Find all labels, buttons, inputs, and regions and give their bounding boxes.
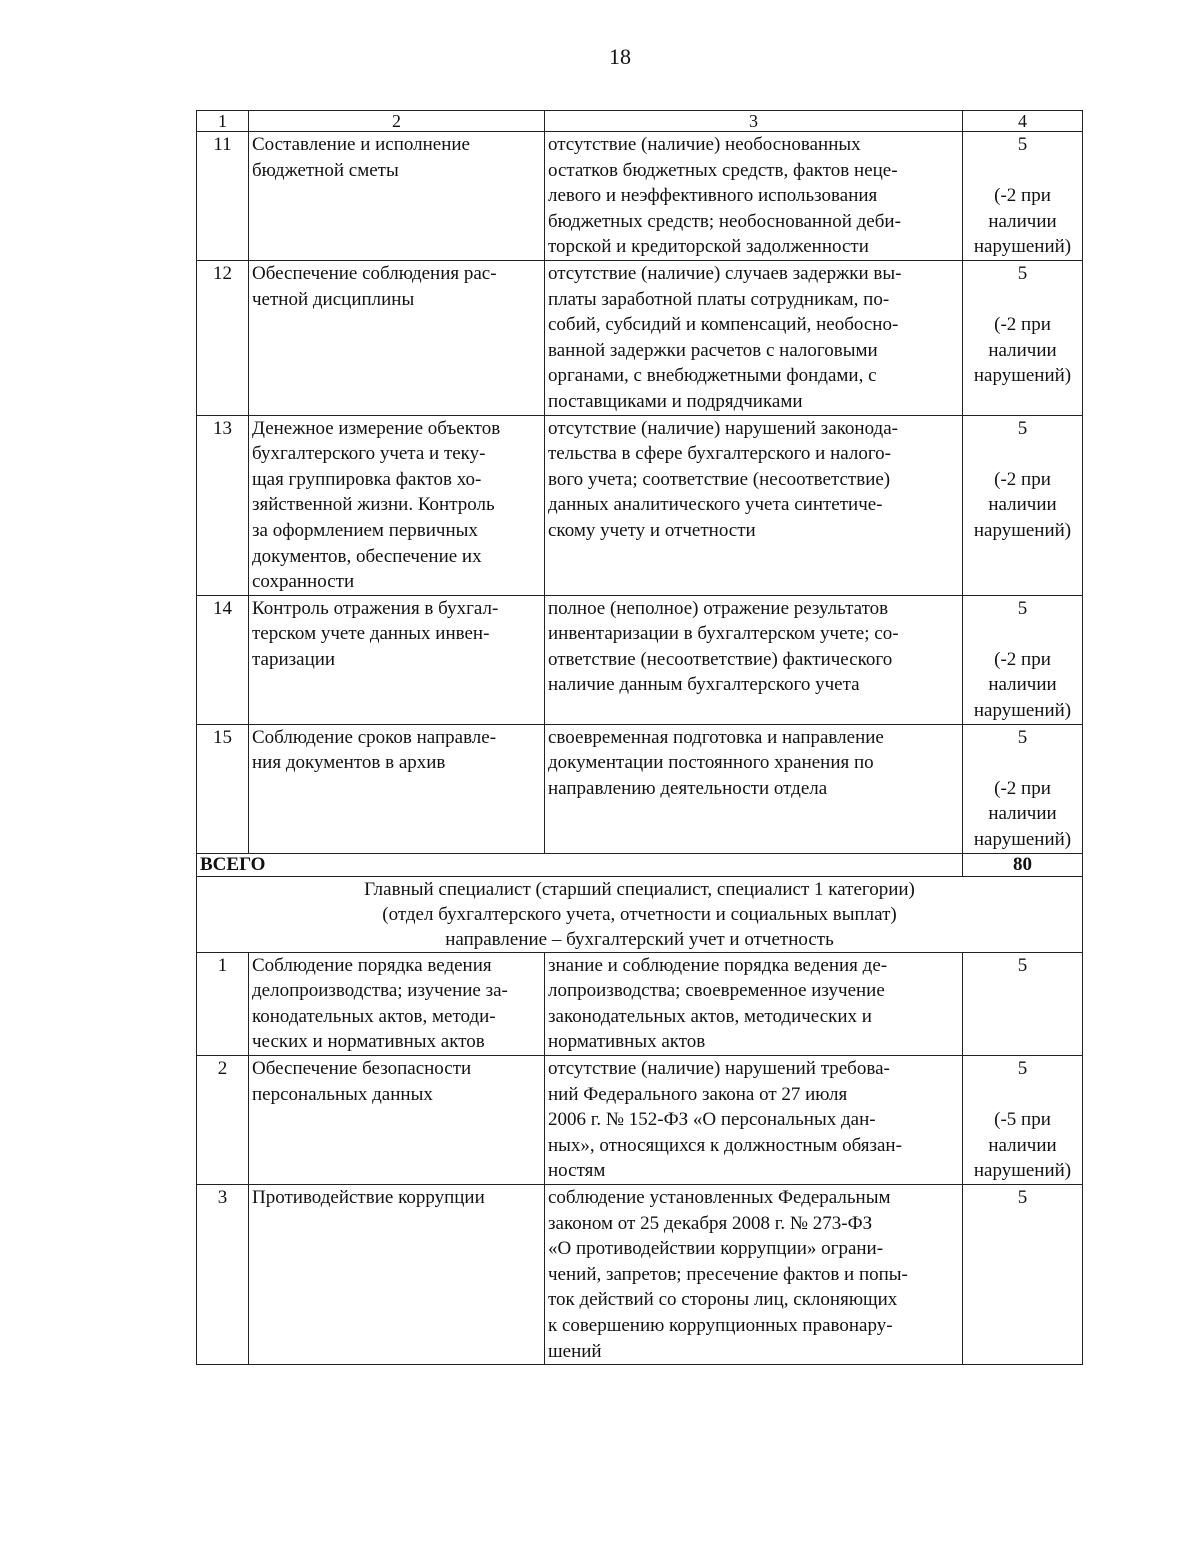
criterion-cell: Противодействие коррупции xyxy=(249,1184,545,1364)
score-cell xyxy=(963,1056,1083,1185)
score-cell xyxy=(963,724,1083,853)
table-row xyxy=(197,260,1083,415)
criterion-cell: Соблюдение порядка ведения делопроизводства; изучение за- конодательных актов, методи- ческих и нормативных актов xyxy=(249,952,545,1055)
column-header: 3 xyxy=(545,111,963,132)
total-label: ВСЕГО xyxy=(197,853,963,876)
row-number: 15 xyxy=(197,724,249,853)
score-value: 5 xyxy=(1017,417,1028,439)
table-row xyxy=(197,415,1083,595)
penalty-note: (-2 при наличии нарушений) xyxy=(973,777,1072,851)
table-row xyxy=(197,1056,1083,1185)
row-number: 2 xyxy=(197,1056,249,1185)
table-row xyxy=(197,595,1083,724)
indicator-cell: отсутствие (наличие) нарушений законода- тельства в сфере бухгалтерского и налого- вого учета; соответствие (несоответствие) данных аналитического учета синтетиче- скому учету и отчетности xyxy=(545,415,963,595)
score-cell xyxy=(963,132,1083,261)
table-row xyxy=(197,724,1083,853)
score-cell xyxy=(963,595,1083,724)
total-value: 80 xyxy=(963,853,1083,876)
table-header-row xyxy=(197,111,1083,132)
score-value: 5 xyxy=(1017,954,1028,976)
total-row xyxy=(197,853,1083,876)
score-cell xyxy=(963,415,1083,595)
indicator-cell: своевременная подготовка и направление документации постоянного хранения по направлению деятельности отдела xyxy=(545,724,963,853)
criterion-cell: Соблюдение сроков направле- ния документов в архив xyxy=(249,724,545,853)
score-value: 5 xyxy=(1017,597,1028,619)
indicator-cell: отсутствие (наличие) необоснованных остатков бюджетных средств, фактов неце- левого и неэффективного использования бюджетных средств; необоснованной деби- торской и кредиторской задолженности xyxy=(545,132,963,261)
score-value: 5 xyxy=(1017,1058,1028,1079)
score-cell xyxy=(963,952,1083,1055)
indicator-cell: знание и соблюдение порядка ведения де- лопроизводства; своевременное изучение законодательных актов, методических и нормативных актов xyxy=(545,952,963,1055)
table-row xyxy=(197,132,1083,261)
criterion-cell: Обеспечение соблюдения рас- четной дисциплины xyxy=(249,260,545,415)
penalty-note: (-5 при наличии нарушений) xyxy=(973,1109,1072,1182)
page-number: 18 xyxy=(609,44,631,69)
indicator-cell: соблюдение установленных Федеральным законом от 25 декабря 2008 г. № 273-ФЗ «О противодействии коррупции» ограни- чений, запретов; пресечение фактов и попы- ток действий со стороны лиц, склоняющих к совершению коррупционных правонару- шений xyxy=(545,1184,963,1364)
criterion-cell: Денежное измерение объектов бухгалтерского учета и теку- щая группировка фактов хо- зяйственной жизни. Контроль за оформлением первичных документов, обеспечение их сохранности xyxy=(249,415,545,595)
indicator-cell: отсутствие (наличие) нарушений требова- ний Федерального закона от 27 июля 2006 г. № 152-ФЗ «О персональных дан- ных», относящихся к должностным обязан- ностям xyxy=(545,1056,963,1185)
section-heading: Главный специалист (старший специалист, специалист 1 категории) (отдел бухгалтерского учета, отчетности и социальных выплат) направление – бухгалтерский учет и отчетность xyxy=(197,876,1083,952)
criterion-cell: Обеспечение безопасности персональных данных xyxy=(249,1056,545,1185)
row-number: 12 xyxy=(197,260,249,415)
indicator-cell: отсутствие (наличие) случаев задержки вы- платы заработной платы сотрудникам, по- собий, субсидий и компенсаций, необосно- ванной задержки расчетов с налоговыми органами, с внебюджетными фондами, с поставщиками и подрядчиками xyxy=(545,260,963,415)
row-number: 11 xyxy=(197,132,249,261)
penalty-note: (-2 при наличии нарушений) xyxy=(973,648,1072,722)
indicator-cell: полное (неполное) отражение результатов инвентаризации в бухгалтерском учете; со- ответствие (несоответствие) фактического наличие данным бухгалтерского учета xyxy=(545,595,963,724)
column-header: 1 xyxy=(197,111,249,132)
column-header: 4 xyxy=(963,111,1083,132)
score-value: 5 xyxy=(1017,134,1028,155)
table-row xyxy=(197,1184,1083,1364)
score-value: 5 xyxy=(1017,1186,1028,1208)
row-number: 1 xyxy=(197,952,249,1055)
section-heading-row xyxy=(197,876,1083,952)
score-value: 5 xyxy=(1017,262,1028,284)
row-number: 13 xyxy=(197,415,249,595)
score-cell xyxy=(963,1184,1083,1364)
score-value: 5 xyxy=(1017,726,1028,748)
penalty-note: (-2 при наличии нарушений) xyxy=(973,468,1072,541)
row-number: 14 xyxy=(197,595,249,724)
criterion-cell: Контроль отражения в бухгал- терском учете данных инвен- таризации xyxy=(249,595,545,724)
penalty-note: (-2 при наличии нарушений) xyxy=(973,185,1072,258)
criterion-cell: Составление и исполнение бюджетной сметы xyxy=(249,132,545,261)
score-cell xyxy=(963,260,1083,415)
penalty-note: (-2 при наличии нарушений) xyxy=(973,314,1072,387)
criteria-table xyxy=(196,110,1083,1365)
column-header: 2 xyxy=(249,111,545,132)
row-number: 3 xyxy=(197,1184,249,1364)
table-row xyxy=(197,952,1083,1055)
